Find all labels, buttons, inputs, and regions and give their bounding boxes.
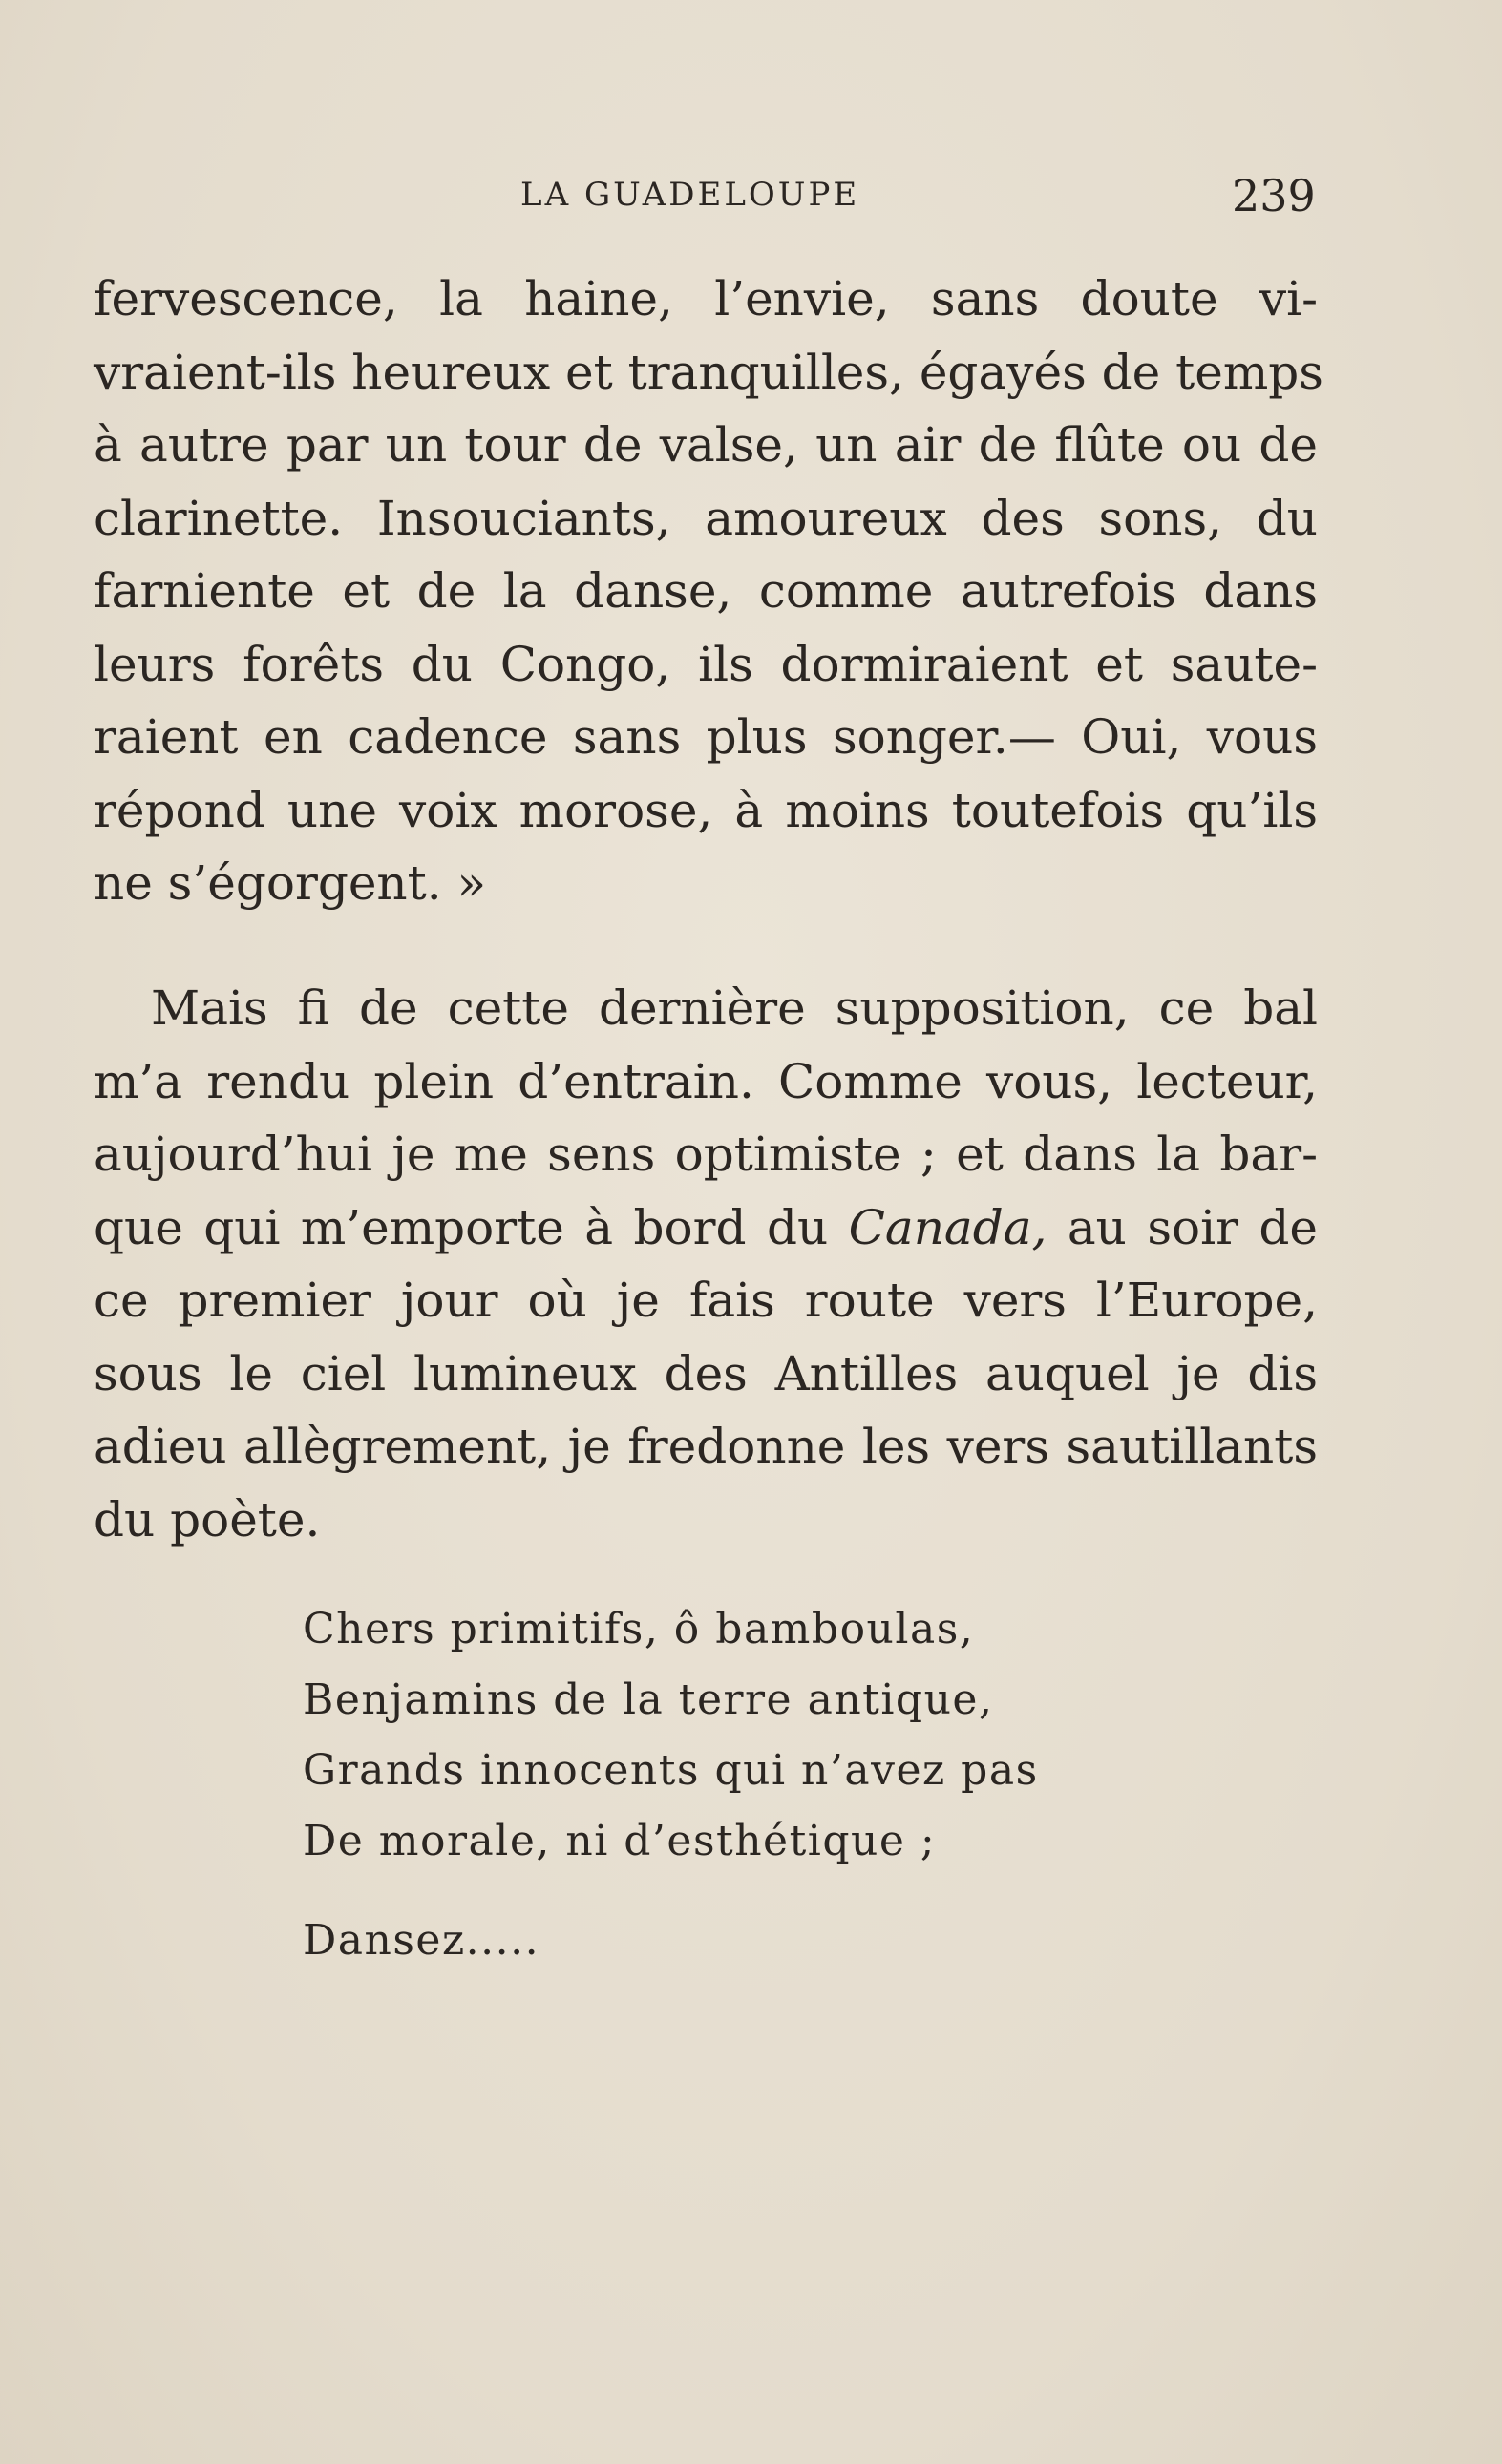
text-line: répond une voix morose, à moins toutefois qu’ils xyxy=(94,782,1318,838)
running-title: LA GUADELOUPE xyxy=(520,176,860,214)
page-header xyxy=(0,170,1502,220)
verse-quotation xyxy=(303,1594,1039,1976)
text-line: m’a rendu plein d’entrain. Comme vous, lecteur, xyxy=(94,1053,1318,1109)
verse-line: Benjamins de la terre antique, xyxy=(303,1675,994,1724)
text-line: sous le ciel lumineux des Antilles auquel je dis xyxy=(94,1345,1318,1401)
verse-line: Grands innocents qui n’avez pas xyxy=(303,1746,1039,1795)
verse-line: Chers primitifs, ô bamboulas, xyxy=(303,1605,975,1653)
text-line: farniente et de la danse, comme autrefois dans xyxy=(94,563,1318,619)
paragraph-1 xyxy=(94,263,1323,920)
page-number: 239 xyxy=(1232,170,1316,221)
text-segment: que qui m’emporte à bord du xyxy=(94,1199,849,1255)
text-line: ne s’égorgent. » xyxy=(94,855,487,911)
text-segment: au soir de xyxy=(1047,1199,1318,1255)
text-line: ce premier jour où je fais route vers l’Europe, xyxy=(94,1273,1318,1328)
text-line: fervescence, la haine, l’envie, sans doute vi- xyxy=(94,271,1318,326)
text-line: adieu allègrement, je fredonne les vers sautillants xyxy=(94,1419,1318,1474)
paragraph-2 xyxy=(94,972,1318,1556)
text-line: clarinette. Insouciants, amoureux des sons, du xyxy=(94,490,1318,546)
text-line: raient en cadence sans plus songer.— Oui, vous xyxy=(94,709,1318,765)
ship-name-italic: Canada, xyxy=(848,1199,1047,1255)
text-line: vraient-ils heureux et tranquilles, égayés de temps xyxy=(94,344,1323,400)
verse-line: De morale, ni d’esthétique ; xyxy=(303,1817,937,1865)
text-line: Mais fi de cette dernière supposition, ce bal xyxy=(151,980,1318,1036)
text-line: du poète. xyxy=(94,1491,321,1548)
text-line: leurs forêts du Congo, ils dormiraient et saute- xyxy=(94,636,1318,692)
verse-closing: Dansez..... xyxy=(303,1916,540,1965)
text-line: à autre par un tour de valse, un air de flûte ou de xyxy=(94,417,1318,473)
text-line: aujourd’hui je me sens optimiste ; et dans la bar- xyxy=(94,1127,1318,1182)
text-line-with-italic xyxy=(94,1191,1318,1265)
